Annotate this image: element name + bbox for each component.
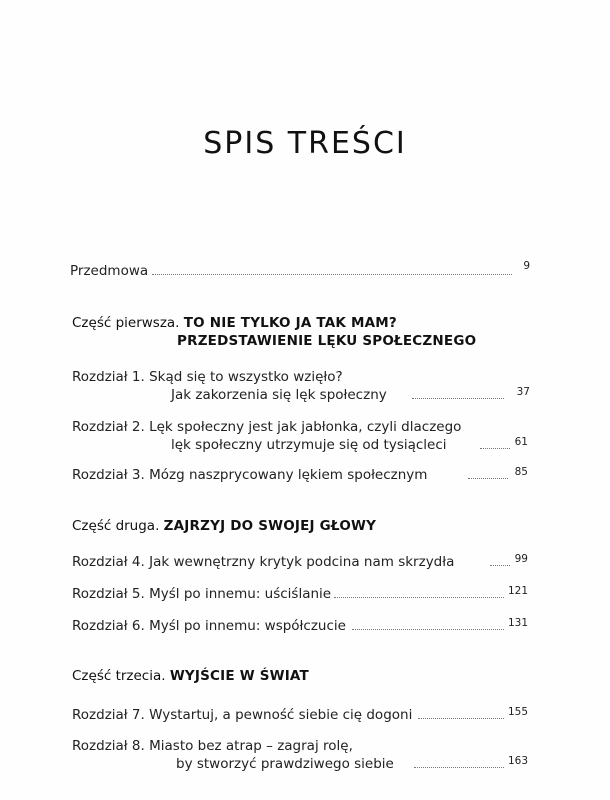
toc-entry-preface[interactable] bbox=[70, 262, 148, 280]
part-heading-1-line2 bbox=[177, 331, 476, 351]
chapter-prefix: Rozdział 8. bbox=[72, 738, 145, 754]
chapter-title-continued: Jak zakorzenia się lęk społeczny bbox=[171, 387, 387, 403]
page-number: 37 bbox=[516, 386, 530, 398]
chapter-prefix: Rozdział 5. bbox=[72, 586, 145, 602]
part-prefix: Część pierwsza. bbox=[72, 315, 180, 331]
page-number: 85 bbox=[514, 466, 528, 478]
toc-entry-chapter-8[interactable] bbox=[72, 737, 353, 755]
page-number: 155 bbox=[507, 706, 528, 718]
toc-entry-chapter-2-line2 bbox=[171, 436, 447, 454]
page-number: 121 bbox=[507, 585, 528, 597]
part-title-continued: PRZEDSTAWIENIE LĘKU SPOŁECZNEGO bbox=[177, 333, 477, 349]
toc-entry-chapter-1-line2 bbox=[171, 386, 387, 404]
chapter-title: Lęk społeczny jest jak jabłonka, czyli dlaczego bbox=[149, 419, 462, 435]
part-heading-1 bbox=[72, 313, 397, 333]
toc-entry-label: Przedmowa bbox=[70, 263, 149, 279]
part-heading-3 bbox=[72, 666, 309, 686]
chapter-title-continued: by stworzyć prawdziwego siebie bbox=[176, 756, 394, 772]
chapter-title: Skąd się to wszystko wzięło? bbox=[149, 369, 343, 385]
page-number: 9 bbox=[523, 260, 530, 272]
dot-leader bbox=[352, 627, 504, 630]
part-heading-2 bbox=[72, 516, 376, 536]
part-prefix: Część trzecia. bbox=[72, 668, 166, 684]
dot-leader bbox=[152, 272, 512, 275]
chapter-title: Myśl po innemu: uściślanie bbox=[149, 586, 332, 602]
page-number: 131 bbox=[507, 617, 528, 629]
chapter-title-continued: lęk społeczny utrzymuje się od tysiącleci bbox=[171, 437, 447, 453]
toc-entry-chapter-4[interactable] bbox=[72, 553, 454, 571]
chapter-title: Jak wewnętrzny krytyk podcina nam skrzydła bbox=[149, 554, 455, 570]
toc-entry-chapter-8-line2 bbox=[176, 755, 394, 773]
toc-entry-chapter-5[interactable] bbox=[72, 585, 331, 603]
chapter-prefix: Rozdział 6. bbox=[72, 618, 145, 634]
page-number: 99 bbox=[514, 553, 528, 565]
chapter-title: Wystartuj, a pewność siebie cię dogoni bbox=[149, 707, 413, 723]
part-prefix: Część druga. bbox=[72, 518, 160, 534]
part-title: WYJŚCIE W ŚWIAT bbox=[169, 668, 309, 684]
chapter-title: Miasto bez atrap – zagraj rolę, bbox=[149, 738, 353, 754]
chapter-prefix: Rozdział 4. bbox=[72, 554, 145, 570]
page-number: 61 bbox=[514, 436, 528, 448]
part-title: TO NIE TYLKO JA TAK MAM? bbox=[183, 315, 397, 331]
chapter-title: Myśl po innemu: współczucie bbox=[149, 618, 346, 634]
toc-entry-chapter-1[interactable] bbox=[72, 368, 343, 386]
chapter-prefix: Rozdział 7. bbox=[72, 707, 145, 723]
toc-entry-chapter-2[interactable] bbox=[72, 418, 461, 436]
toc-entry-chapter-3[interactable] bbox=[72, 466, 427, 484]
dot-leader bbox=[334, 595, 504, 598]
part-title: ZAJRZYJ DO SWOJEJ GŁOWY bbox=[163, 518, 377, 534]
chapter-prefix: Rozdział 2. bbox=[72, 419, 145, 435]
toc-entry-chapter-6[interactable] bbox=[72, 617, 346, 635]
page-number: 163 bbox=[507, 755, 528, 767]
chapter-title: Mózg naszprycowany lękiem społecznym bbox=[149, 467, 428, 483]
chapter-prefix: Rozdział 1. bbox=[72, 369, 145, 385]
chapter-prefix: Rozdział 3. bbox=[72, 467, 145, 483]
toc-entry-chapter-7[interactable] bbox=[72, 706, 412, 724]
page-title: SPIS TREŚCI bbox=[203, 126, 407, 161]
